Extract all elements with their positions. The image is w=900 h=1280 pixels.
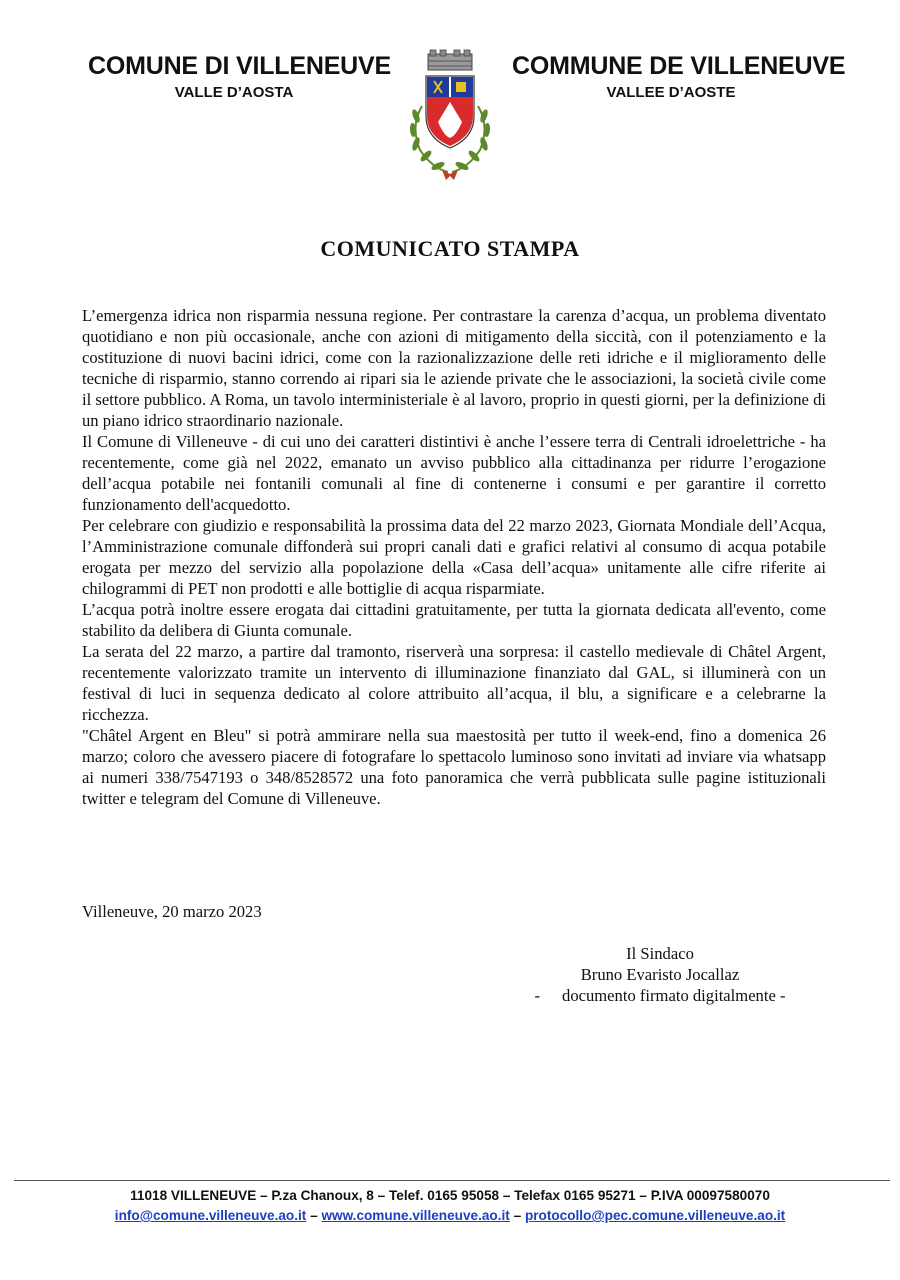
shield-icon — [426, 76, 474, 148]
region-french: VALLEE D’AOSTE — [606, 84, 736, 101]
signature-dash: - — [534, 986, 541, 1005]
dateline: Villeneuve, 20 marzo 2023 — [82, 902, 262, 921]
footer-separator: – — [513, 1208, 522, 1223]
signature-note: documento firmato digitalmente - — [562, 986, 786, 1005]
footer-separator: – — [310, 1208, 318, 1223]
email-link[interactable]: info@comune.villeneuve.ao.it — [114, 1208, 307, 1223]
page-title: COMUNICATO STAMPA — [320, 236, 580, 261]
signature-block — [470, 943, 850, 1006]
commune-name-french: COMMUNE DE VILLENEUVE — [512, 52, 846, 80]
header-right — [512, 52, 846, 102]
signature-name: Bruno Evaristo Jocallaz — [580, 965, 740, 984]
paragraph-2: Il Comune di Villeneuve - di cui uno dei caratteri distintivi è anche l’essere terra di Centrali idroelettriche - ha recentemente, come già nel 2022, emanato un avviso pubblico alla cittadinanza per ridurre l’erogazione dell’acqua potabile nei fontanili comunali al fine di contenerne i consumi e per garantire il corretto funzionamento dell'acquedotto. — [82, 432, 826, 514]
region-italian: VALLE D’AOSTA — [174, 84, 294, 101]
signature-role: Il Sindaco — [626, 944, 694, 963]
paragraph-3: Per celebrare con giudizio e responsabilità la prossima data del 22 marzo 2023, Giornata Mondiale dell’Acqua, l’Amministrazione comunale diffonderà sui propri canali dati e grafici relativi al consumo di acqua potabile erogata per mezzo del servizio alla popolazione della «Casa dell’acqua» unitamente alle cifre riferite ai chilogrammi di PET non prodotti e alle bottiglie di acqua risparmiate. — [82, 516, 826, 598]
header-left — [88, 52, 391, 102]
footer-divider — [14, 1180, 890, 1181]
paragraph-6: "Châtel Argent en Bleu" si potrà ammirare nella sua maestosità per tutto il week-end, fino a domenica 26 marzo; coloro che avessero piacere di fotografare lo spettacolo luminoso sono invitati ad inviare via whatsapp ai numeri 338/7547193 o 348/8528572 una foto panoramica che verrà pubblicata sulle pagine istituzionali twitter e telegram del Comune di Villeneuve. — [82, 726, 826, 808]
paragraph-1: L’emergenza idrica non risparmia nessuna regione. Per contrastare la carenza d’acqua, un problema diventato quotidiano e non più occasionale, anche con azioni di mitigamento della siccità, con il potenziamento e la costituzione di nuovi bacini idrici, come con la razionalizzazione delle reti idriche e il miglioramento delle tecniche di risparmio, stanno correndo ai ripari sia le aziende private che le associazioni, la società civile come il settore pubblico. A Roma, un tavolo interministeriale è al lavoro, proprio in questi giorni, per la definizione di un piano idrico straordinario nazionale. — [82, 306, 826, 430]
website-link[interactable]: www.comune.villeneuve.ao.it — [321, 1208, 510, 1223]
comune-name-italian: COMUNE DI VILLENEUVE — [88, 52, 391, 80]
footer-links — [0, 1206, 900, 1226]
pec-email-link[interactable]: protocollo@pec.comune.villeneuve.ao.it — [524, 1208, 786, 1223]
paragraph-5: La serata del 22 marzo, a partire dal tramonto, riserverà una sorpresa: il castello medievale di Châtel Argent, recentemente valorizzato tramite un intervento di illuminazione finanziato dal GAL, si illuminerà con un festival di luci in sequenza dedicato al colore attribuito all’acqua, il blu, a significare e a celebrarne la ricchezza. — [82, 642, 826, 724]
paragraph-4: L’acqua potrà inoltre essere erogata dai cittadini gratuitamente, per tutta la giornata dedicata all'evento, come stabilito da delibera di Giunta comunale. — [82, 600, 826, 640]
footer-address: 11018 VILLENEUVE – P.za Chanoux, 8 – Telef. 0165 95058 – Telefax 0165 95271 – P.IVA 00097580070 — [130, 1188, 770, 1203]
press-release-body — [82, 305, 826, 809]
crown-icon — [428, 50, 472, 70]
signature-note-line — [470, 985, 850, 1006]
footer — [0, 1186, 900, 1226]
municipal-crest-icon — [396, 46, 504, 182]
